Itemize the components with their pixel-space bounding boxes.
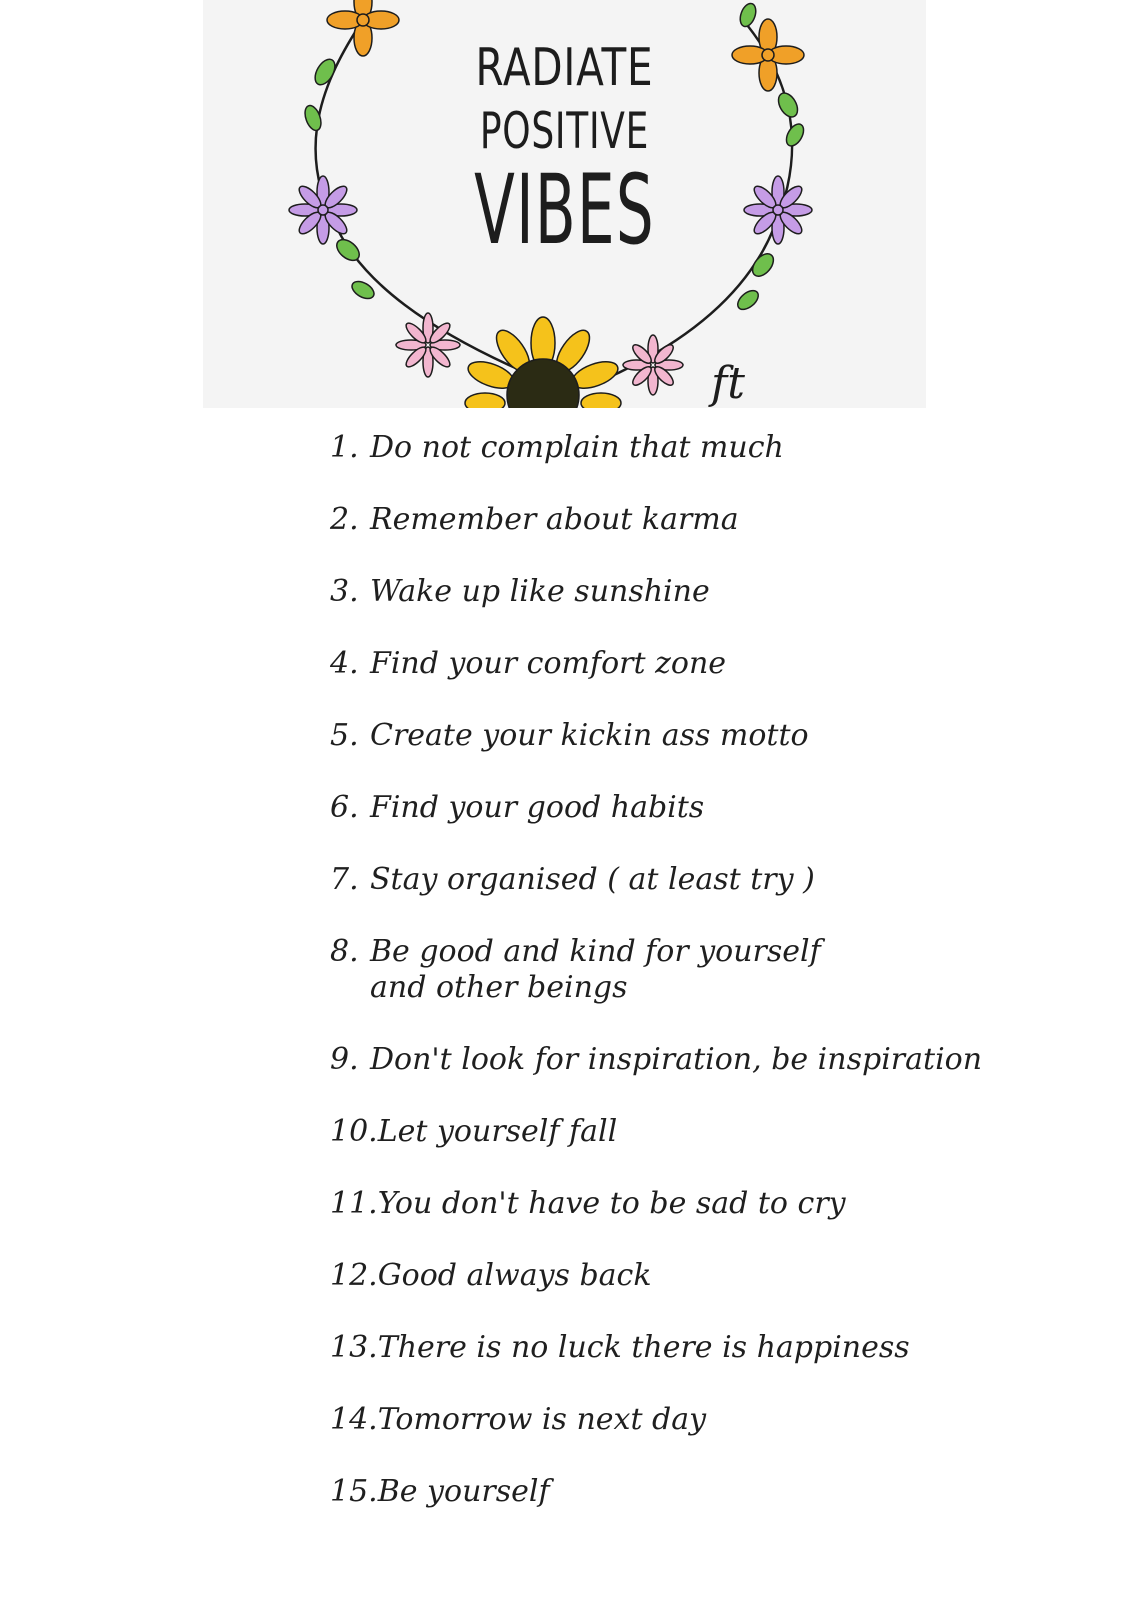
list-item: 3. Wake up like sunshine (330, 574, 710, 609)
list-item: 10.Let yourself fall (330, 1114, 618, 1149)
list-item: 11.You don't have to be sad to cry (330, 1186, 846, 1221)
pink-flower-left (396, 313, 460, 377)
pink-flower-right (623, 335, 683, 395)
list-item-continuation: and other beings (370, 970, 628, 1005)
signature: ft (711, 358, 745, 408)
sunflower (465, 317, 622, 408)
list-item: 5. Create your kickin ass motto (330, 718, 809, 753)
list-item: 13.There is no luck there is happiness (330, 1330, 910, 1365)
list-item: 12.Good always back (330, 1258, 652, 1293)
header-illustration (203, 0, 926, 408)
list-item: 6. Find your good habits (330, 790, 705, 825)
list-item: 15.Be yourself (330, 1474, 550, 1509)
title-line-positive: POSITIVE (479, 102, 650, 160)
list-item: 4. Find your comfort zone (330, 646, 727, 681)
list-item: 9. Don't look for inspiration, be inspiration (330, 1042, 983, 1077)
title-line-vibes: VIBES (474, 154, 655, 266)
list-item: 14.Tomorrow is next day (330, 1402, 707, 1437)
list-item: 8. Be good and kind for yourself and other beings (330, 934, 821, 1005)
list-item: 1. Do not complain that much (330, 430, 784, 465)
list-item: 2. Remember about karma (330, 502, 739, 537)
list-item: 7. Stay organised ( at least try ) (330, 862, 815, 897)
title-line-radiate: RADIATE (475, 38, 654, 98)
